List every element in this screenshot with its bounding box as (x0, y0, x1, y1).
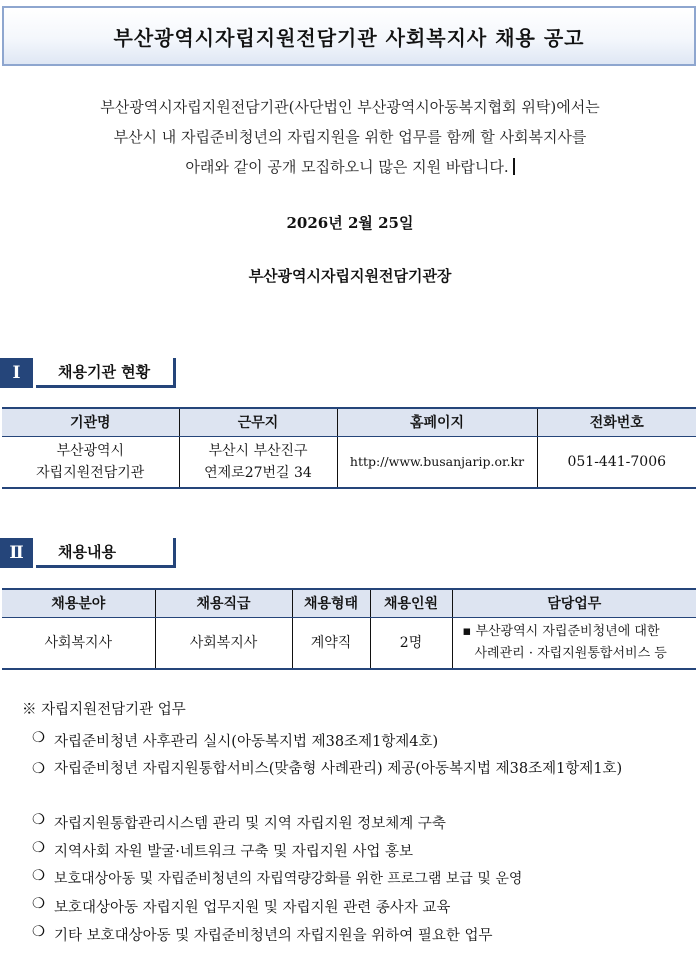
col-header-count: 채용인원 (370, 589, 452, 617)
duties-note: ※ 자립지원전담기관 업무 (22, 702, 186, 718)
table-row (2, 617, 696, 669)
cell-duty-line1: ▪ 부산광역시 자립준비청년에 대한 (462, 623, 660, 639)
text-cursor (513, 158, 515, 175)
table-header-row (2, 589, 696, 617)
list-item (32, 868, 700, 888)
col-header-location: 근무지 (179, 408, 337, 436)
circle-bullet-icon: ❍ (32, 730, 45, 746)
intro-line-1: 부산광역시자립지원전담기관(사단법인 부산광역시아동복지협회 위탁)에서는 (100, 98, 600, 116)
cell-name-line1: 부산광역시 (56, 442, 125, 459)
list-item-text: 보호대상아동 자립지원 업무지원 및 자립지원 관련 종사자 교육 (54, 900, 451, 916)
list-item (32, 756, 696, 783)
circle-bullet-icon: ❍ (32, 840, 45, 856)
page-title: 부산광역시자립지원전담기관 사회복지사 채용 공고 (113, 25, 585, 50)
cell-duty-line2: 사례관리 · 자립지원통합서비스 등 (474, 645, 667, 661)
table-row (2, 436, 696, 488)
section-1-number: Ⅰ (0, 358, 33, 388)
recruitment-table (2, 588, 696, 670)
list-item-text: 기타 보호대상아동 및 자립준비청년의 자립지원을 위하여 필요한 업무 (54, 928, 493, 944)
section-2-label: 채용내용 (36, 538, 176, 568)
circle-bullet-icon: ❍ (32, 761, 45, 777)
list-item-text: 자립준비청년 사후관리 실시(아동복지법 제38조제1항제4호) (54, 734, 439, 750)
col-header-phone: 전화번호 (537, 408, 696, 436)
cell-grade: 사회복지사 (155, 617, 292, 669)
announcement-date: 2026년 2월 25일 (286, 214, 414, 232)
cell-type: 계약직 (292, 617, 370, 669)
col-header-homepage: 홈페이지 (337, 408, 537, 436)
section-2-number: Ⅱ (0, 538, 33, 568)
cell-homepage[interactable]: http://www.busanjarip.or.kr (337, 436, 537, 488)
col-header-name: 기관명 (2, 408, 179, 436)
intro-line-3 (0, 152, 700, 182)
circle-bullet-icon: ❍ (32, 868, 45, 884)
institution-table (2, 407, 696, 489)
section-1-label: 채용기관 현황 (36, 358, 176, 388)
cell-name (2, 436, 179, 488)
cell-phone: 051-441-7006 (537, 436, 696, 488)
circle-bullet-icon: ❍ (32, 924, 45, 940)
list-item (32, 896, 700, 917)
cell-location-line2: 연제로27번길 34 (204, 464, 312, 481)
col-header-field: 채용분야 (2, 589, 155, 617)
cell-count: 2명 (370, 617, 452, 669)
list-item-text: 자립지원통합관리시스템 관리 및 지역 자립지원 정보체계 구축 (54, 816, 446, 832)
list-item-text: 보호대상아동 및 자립준비청년의 자립역량강화를 위한 프로그램 보급 및 운영 (54, 871, 523, 887)
col-header-duty: 담당업무 (452, 589, 696, 617)
intro-paragraph (0, 92, 700, 182)
list-item (32, 730, 700, 751)
table-header-row (2, 408, 696, 436)
section-1-heading (0, 358, 176, 388)
intro-line-2: 부산시 내 자립준비청년의 자립지원을 위한 업무를 함께 할 사회복지사를 (113, 128, 587, 146)
list-item-text: 지역사회 자원 발굴·네트워크 구축 및 자립지원 사업 홍보 (54, 844, 414, 860)
list-item (32, 840, 700, 861)
cell-location-line1: 부산시 부산진구 (208, 442, 308, 459)
section-2-heading (0, 538, 176, 568)
issuing-organization: 부산광역시자립지원전담기관장 (248, 267, 452, 285)
list-item (32, 812, 700, 833)
list-item-text: 자립준비청년 자립지원통합서비스(맞춤형 사례관리) 제공(아동복지법 제38조제1항제1호) (54, 761, 623, 777)
list-item (32, 924, 700, 945)
cell-location (179, 436, 337, 488)
cell-name-line2: 자립지원전담기관 (36, 464, 145, 481)
col-header-type: 채용형태 (292, 589, 370, 617)
circle-bullet-icon: ❍ (32, 896, 45, 912)
intro-line-3-text: 아래와 같이 공개 모집하오니 많은 지원 바랍니다. (185, 158, 509, 176)
title-banner (2, 6, 696, 66)
circle-bullet-icon: ❍ (32, 812, 45, 828)
cell-field: 사회복지사 (2, 617, 155, 669)
cell-duty (452, 617, 696, 669)
col-header-grade: 채용직급 (155, 589, 292, 617)
